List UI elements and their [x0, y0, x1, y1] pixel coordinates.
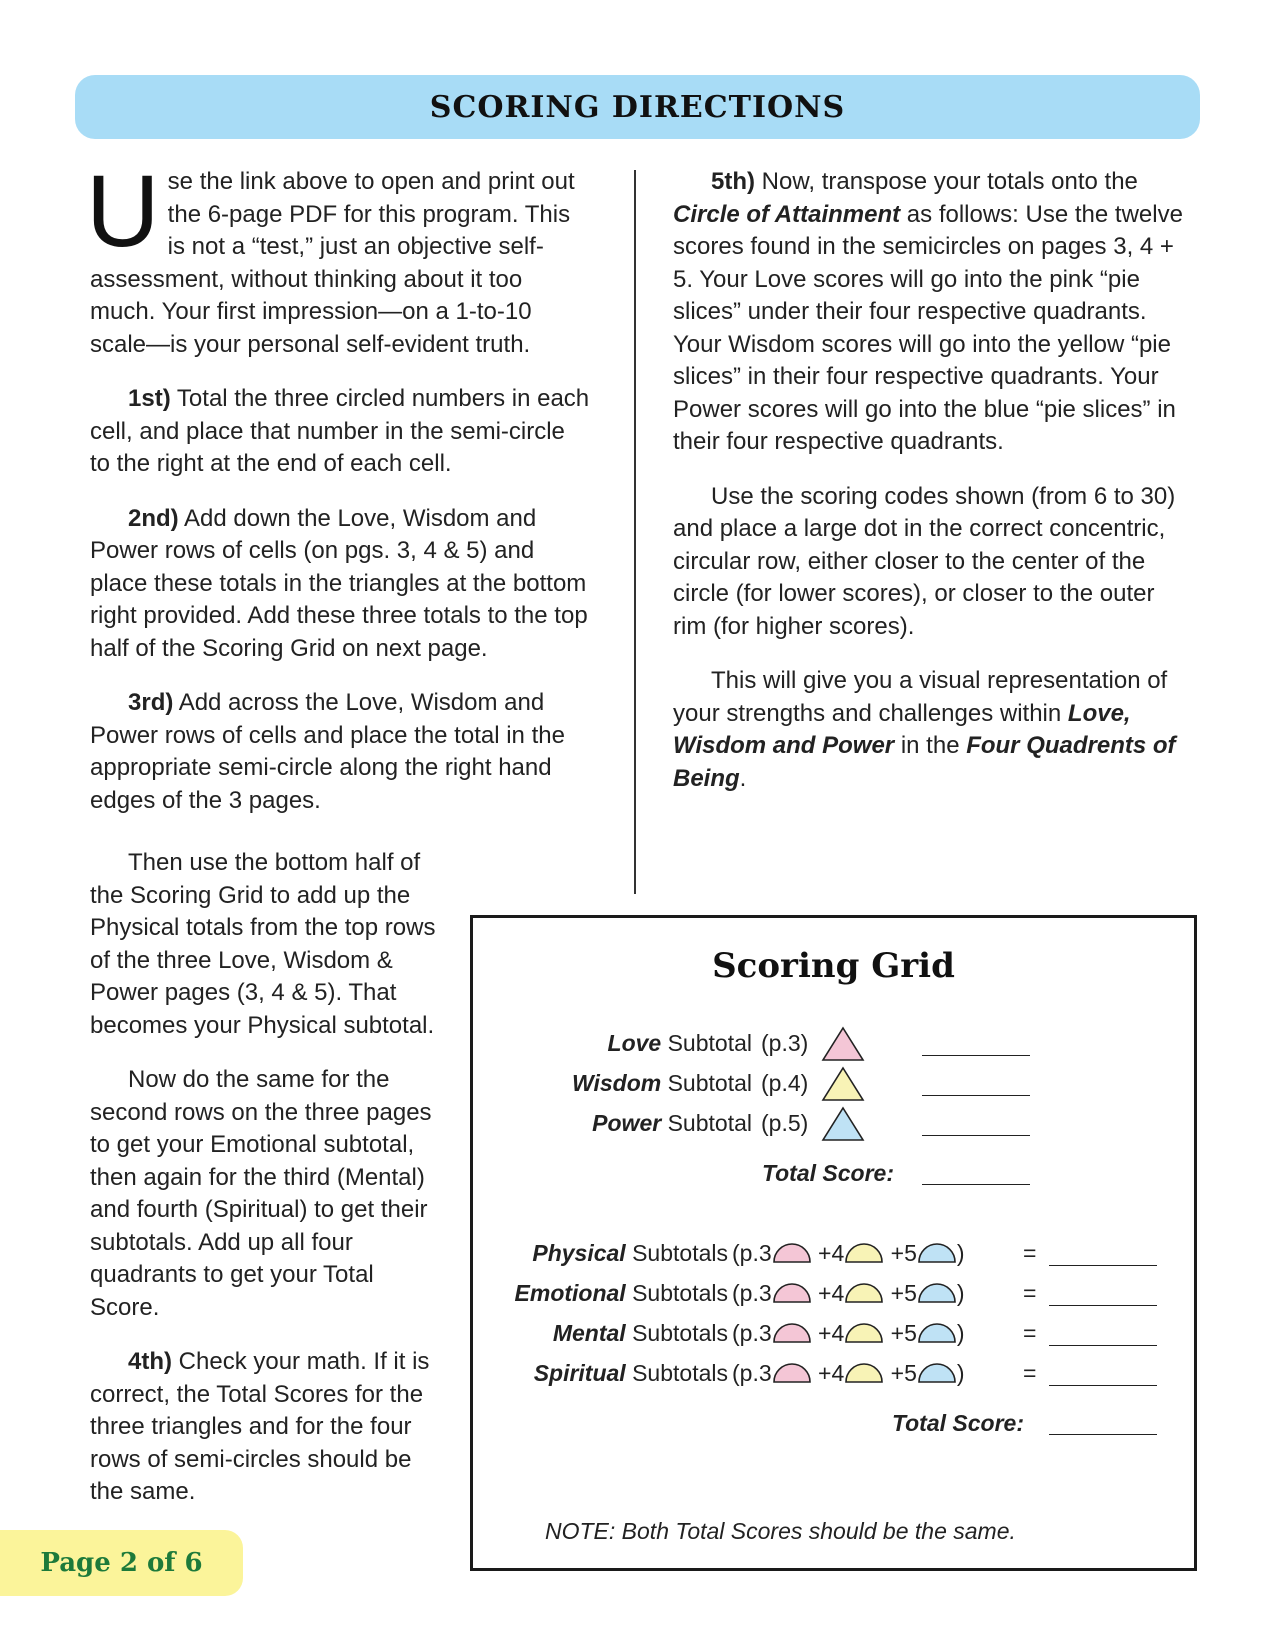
scoring-grid [470, 915, 1197, 1571]
visual-paragraph: This will give you a visual representation of your strengths and challenges within Love, Wisdom and Power in the Four Quadrents of Being. [673, 667, 1176, 792]
spiritual-p5-semicircle-icon[interactable] [917, 1360, 957, 1386]
mental-subtotals-label: Mental Subtotals [552, 1320, 728, 1346]
emotional-subtotals-label: Emotional Subtotals [514, 1280, 728, 1306]
step-2-paragraph: 2nd) Add down the Love, Wisdom and Power rows of cells (on pgs. 3, 4 & 5) and place these totals in the triangles at the bottom right provided. Add these three totals to the top half of the Scoring Grid on next page. [90, 504, 588, 662]
step-5-paragraph: 5th) Now, transpose your totals onto the Circle of Attainment as follows: Use the twelve scores found in the semicircles on pages 3, 4 + 5. Your Love scores will go into the pink “pie slices” under their four respective quadrants. Your Wisdom scores will go into the yellow “pie slices” in their four respective quadrants. Your Power scores will go into the blue “pie slices” in their four respective quadrants. [673, 168, 1183, 455]
total-score-label-bottom: Total Score: [891, 1410, 1024, 1436]
left-column [86, 154, 590, 839]
mental-p5-semicircle-icon[interactable] [917, 1320, 957, 1346]
step-4-paragraph: 4th) Check your math. If it is correct, the Total Scores for the three triangles and for the four rows of semi-circles should be the same. [90, 1348, 430, 1505]
physical-p5-semicircle-icon[interactable] [917, 1240, 957, 1266]
wisdom-page-ref: (p.4) [761, 1070, 809, 1096]
love-page-ref: (p.3) [761, 1030, 809, 1056]
love-subtotal-label: Love Subtotal [607, 1030, 752, 1056]
emotional-paragraph: Now do the same for the second rows on the three pages to get your Emotional subtotal, then again for the third (Mental) and fourth (Spiritual) to get their subtotals. Add up all four quadrants to get your Total Score. [90, 1066, 432, 1321]
physical-page-sums: (p.3 +4 +5 ) [732, 1240, 965, 1266]
scoring-grid-title: Scoring Grid [712, 946, 955, 986]
emotional-equals-sign: = [1023, 1280, 1037, 1306]
total-score-line-bottom[interactable] [1049, 1434, 1157, 1435]
physical-subtotals-label: Physical Subtotals [532, 1240, 728, 1266]
mental-equals-sign: = [1023, 1320, 1037, 1346]
spiritual-subtotal-line[interactable] [1049, 1385, 1157, 1386]
spiritual-p4-semicircle-icon[interactable] [844, 1360, 884, 1386]
emotional-p3-semicircle-icon[interactable] [772, 1280, 812, 1306]
mental-page-sums: (p.3 +4 +5 ) [732, 1320, 965, 1346]
spiritual-equals-sign: = [1023, 1360, 1037, 1386]
wisdom-subtotal-label: Wisdom Subtotal [571, 1070, 752, 1096]
physical-subtotal-line[interactable] [1049, 1265, 1157, 1266]
column-divider [634, 170, 636, 894]
wisdom-subtotal-line[interactable] [922, 1095, 1030, 1096]
mental-p4-semicircle-icon[interactable] [844, 1320, 884, 1346]
header-bar [75, 75, 1200, 139]
step-3-paragraph: 3rd) Add across the Love, Wisdom and Power rows of cells and place the total in the appropriate semi-circle along the right hand edges of the 3 pages. [90, 689, 565, 814]
wisdom-triangle-icon[interactable] [821, 1066, 865, 1102]
intro-paragraph: Use the link above to open and print out the 6-page PDF for this program. This is not a “test,” just an objective self-assessment, without thinking about it too much. Your first impression—on a 1-to-10 scale—is your personal self-evident truth. [86, 154, 575, 358]
love-triangle-icon[interactable] [821, 1026, 865, 1062]
step-1-paragraph: 1st) Total the three circled numbers in each cell, and place that number in the semi-circle to the right at the end of each cell. [90, 385, 590, 477]
total-score-label-top: Total Score: [761, 1160, 894, 1186]
spiritual-page-sums: (p.3 +4 +5 ) [732, 1360, 965, 1386]
right-column [673, 166, 1188, 817]
love-subtotal-line[interactable] [922, 1055, 1030, 1056]
power-subtotal-label: Power Subtotal [592, 1110, 752, 1136]
page-number: Page 2 of 6 [40, 1548, 203, 1578]
spiritual-subtotals-label: Spiritual Subtotals [533, 1360, 728, 1386]
page-number-tab [0, 1530, 243, 1596]
emotional-subtotal-line[interactable] [1049, 1305, 1157, 1306]
spiritual-p3-semicircle-icon[interactable] [772, 1360, 812, 1386]
emotional-page-sums: (p.3 +4 +5 ) [732, 1280, 965, 1306]
emotional-p5-semicircle-icon[interactable] [917, 1280, 957, 1306]
mental-subtotal-line[interactable] [1049, 1345, 1157, 1346]
scoring-codes-paragraph: Use the scoring codes shown (from 6 to 30) and place a large dot in the correct concentric, circular row, either closer to the center of the circle (for lower scores), or closer to the outer rim (for higher scores). [673, 482, 1176, 640]
total-score-line-top[interactable] [922, 1184, 1030, 1185]
power-page-ref: (p.5) [761, 1110, 809, 1136]
grid-note: NOTE: Both Total Scores should be the same. [545, 1518, 1016, 1544]
physical-p4-semicircle-icon[interactable] [844, 1240, 884, 1266]
power-triangle-icon[interactable] [821, 1106, 865, 1142]
physical-paragraph-flow: Then use the bottom half of the Scoring Grid to add up the Physical totals from the top rows of the three Love, Wisdom & Power pages (3, 4 & 5). That becomes your Physical subtotal. [90, 849, 436, 1039]
power-subtotal-line[interactable] [922, 1135, 1030, 1136]
emotional-p4-semicircle-icon[interactable] [844, 1280, 884, 1306]
page-title: SCORING DIRECTIONS [429, 89, 846, 125]
drop-cap: U [86, 154, 160, 268]
physical-p3-semicircle-icon[interactable] [772, 1240, 812, 1266]
physical-equals-sign: = [1023, 1240, 1037, 1266]
mental-p3-semicircle-icon[interactable] [772, 1320, 812, 1346]
